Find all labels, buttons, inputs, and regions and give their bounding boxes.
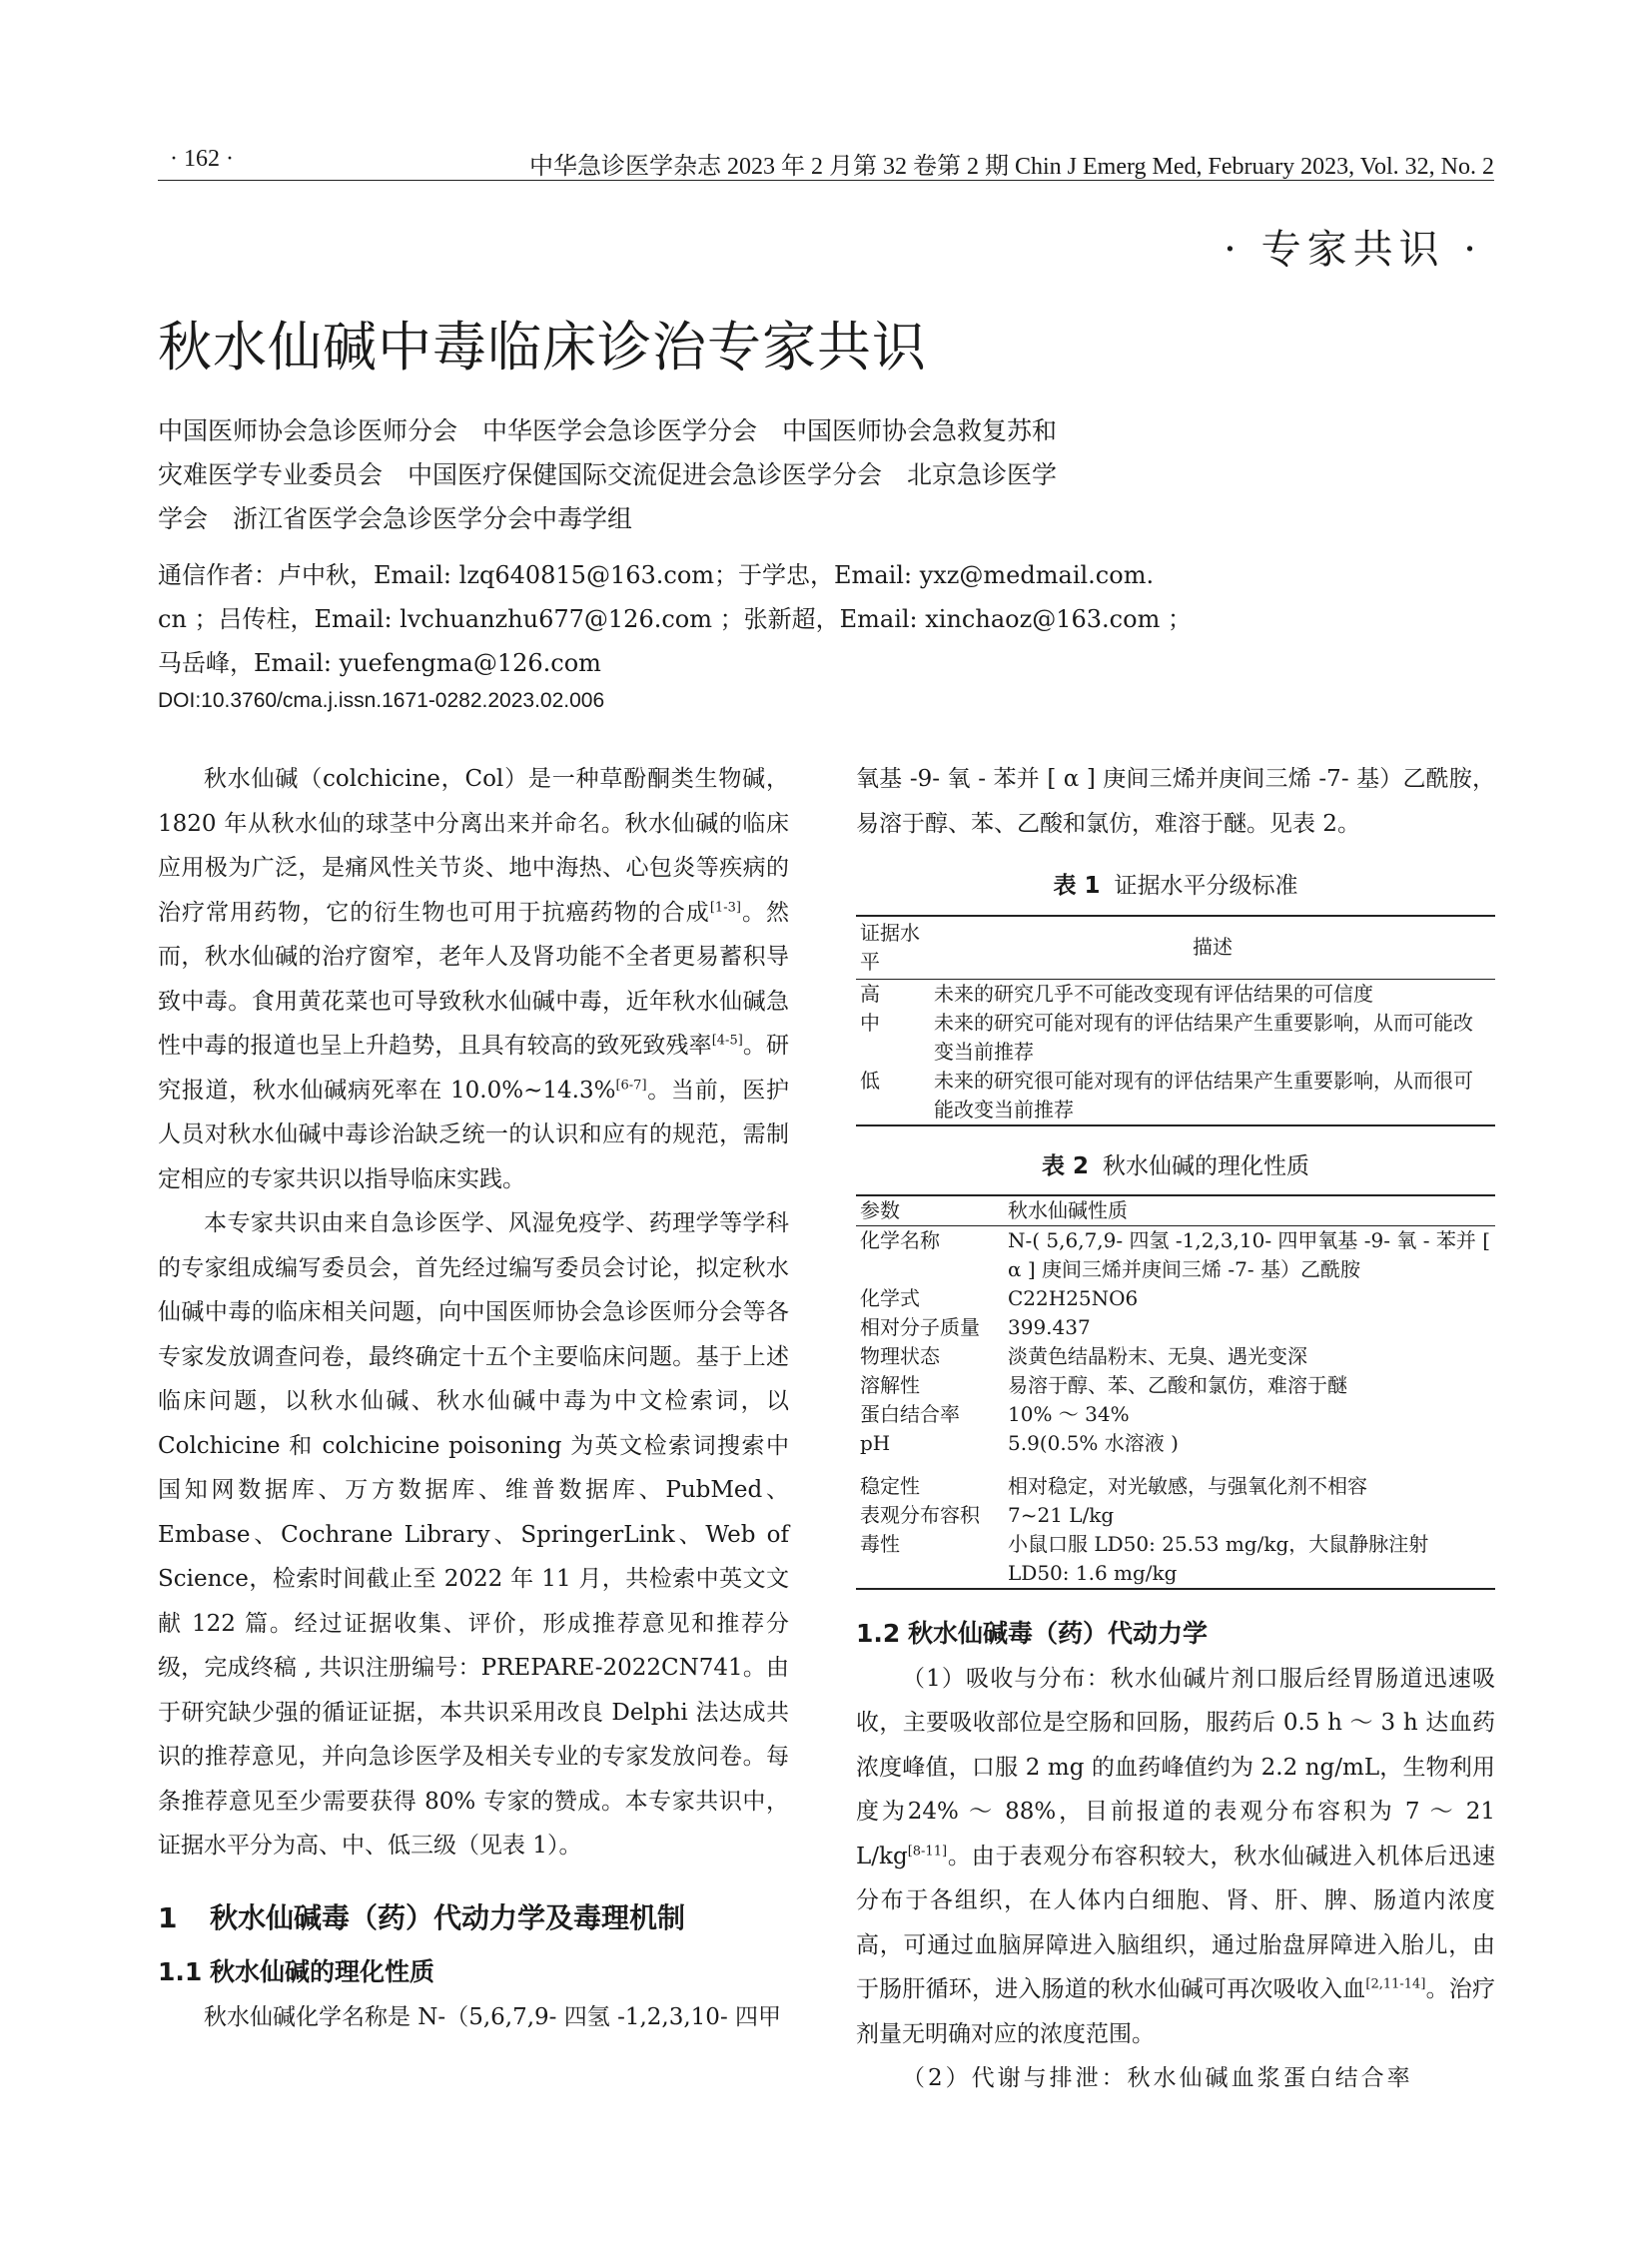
- left-column: [158, 757, 789, 2039]
- article-title: 秋水仙碱中毒临床诊治专家共识: [158, 316, 927, 378]
- right-column: [856, 757, 1495, 2101]
- table-row: 稳定性 相对稳定，对光敏感，与强氧化剂不相容: [860, 1474, 1367, 1498]
- journal-reference: 中华急诊医学杂志 2023 年 2 月第 32 卷第 2 期 Chin J Emerg Med, February 2023, Vol. 32, No. 2: [529, 154, 1494, 180]
- table-row: 物理状态 淡黄色结晶粉末、无臭、遇光变深: [860, 1344, 1307, 1368]
- paragraph: 氧基 -9- 氧 - 苯并 [ α ] 庚间三烯并庚间三烯 -7- 基）乙酰胺，易溶于醇、苯、乙酸和氯仿，难溶于醚。见表 2。: [856, 766, 1495, 837]
- table-row: 化学式 C22H25NO6: [860, 1286, 1139, 1310]
- page-number: · 162 ·: [170, 146, 234, 172]
- table-row: 溶解性 易溶于醇、苯、乙酸和氯仿，难溶于醚: [860, 1373, 1347, 1397]
- evidence-level-table: [856, 915, 1495, 1126]
- paragraph: （1）吸收与分布：秋水仙碱片剂口服后经胃肠道迅速吸收，主要吸收部位是空肠和回肠，服药后 0.5 h ～ 3 h 达血药浓度峰值，口服 2 mg 的血药峰值约为 2.2 ng/mL，生物利用度为24% ～ 88%，目前报道的表观分布容积为 7 ～ 21 L/kg[8-11]。由于表观分布容积较大，秋水仙碱进入机体后迅速分布于各组织，在人体内白细胞、肾、肝、脾、肠道内浓度高，可通过血脑屏障进入脑组织，通过胎盘屏障进入胎儿，由于肠肝循环，进入肠道的秋水仙碱可再次吸收入血[2,11-14]。治疗剂量无明确对应的浓度范围。: [856, 1665, 1496, 2047]
- table-row: 中 未来的研究可能对现有的评估结果产生重要影响，从而可能改变当前推荐: [860, 1010, 1473, 1064]
- table-header: 描述: [930, 916, 1495, 980]
- affiliation-line: 学会 浙江省医学会急诊医学分会中毒学组: [158, 504, 633, 533]
- citation: [4-5]: [711, 1033, 743, 1049]
- table-row: 蛋白结合率 10% ～ 34%: [860, 1402, 1130, 1426]
- correspondence-line: 马岳峰，Email: yuefengma@126.com: [158, 649, 601, 677]
- citation: [8-11]: [907, 1843, 948, 1859]
- subsection-heading: 1.2 秋水仙碱毒（药）代动力学: [856, 1619, 1209, 1648]
- section-heading: 1 秋水仙碱毒（药）代动力学及毒理机制: [158, 1900, 686, 1934]
- header-rule: [158, 180, 1494, 181]
- affiliation-line: 中国医师协会急诊医师分会 中华医学会急诊医学分会 中国医师协会急救复苏和: [158, 416, 1058, 445]
- table-header: 秋水仙碱性质: [1004, 1195, 1495, 1226]
- table-row: 相对分子质量 399.437: [860, 1315, 1091, 1339]
- correspondence-line: 通信作者：卢中秋，Email: lzq640815@163.com；于学忠，Email: yxz@medmail.com.: [158, 561, 1155, 589]
- doi: DOI:10.3760/cma.j.issn.1671-0282.2023.02.006: [158, 689, 605, 712]
- table-caption: 表 2 秋水仙碱的理化性质: [1041, 1152, 1309, 1179]
- citation: [1-3]: [709, 899, 741, 915]
- citation: [6-7]: [615, 1077, 647, 1093]
- table-row: 毒性 小鼠口服 LD50: 25.53 mg/kg，大鼠静脉注射 LD50: 1.6 mg/kg: [860, 1532, 1429, 1585]
- properties-table: [856, 1194, 1495, 1590]
- column-tag: · 专家共识 ·: [1224, 227, 1482, 273]
- table-row: 化学名称 N-( 5,6,7,9- 四氢 -1,2,3,10- 四甲氧基 -9- 氧 - 苯并 [ α ] 庚间三烯并庚间三烯 -7- 基）乙酰胺: [860, 1228, 1491, 1281]
- paragraph: 本专家共识由来自急诊医学、风湿免疫学、药理学等学科的专家组成编写委员会，首先经过编写委员会讨论，拟定秋水仙碱中毒的临床相关问题，向中国医师协会急诊医师分会等各专家发放调查问卷，最终确定十五个主要临床问题。基于上述临床问题，以秋水仙碱、秋水仙碱中毒为中文检索词，以 Colchicine 和 colchicine poisoning 为英文检索词搜索中国知网数据库、万方数据库、维普数据库、PubMed、Embase、Cochrane Library、SpringerLink、Web of Science，检索时间截止至 2022 年 11 月，共检索中英文文献 122 篇。经过证据收集、评价，形成推荐意见和推荐分级，完成终稿 , 共识注册编号：PREPARE-2022CN741。由于研究缺少强的循证证据，本共识采用改良 Delphi 法达成共识的推荐意见，并向急诊医学及相关专业的专家发放问卷。每条推荐意见至少需要获得 80% 专家的赞成。本专家共识中，证据水平分为高、中、低三级（见表 1）。: [158, 1210, 789, 1859]
- paragraph: （2）代谢与排泄：秋水仙碱血浆蛋白结合率: [902, 2065, 1413, 2091]
- paragraph: 秋水仙碱（colchicine，Col）是一种草酚酮类生物碱，1820 年从秋水仙的球茎中分离出来并命名。秋水仙碱的临床应用极为广泛，是痛风性关节炎、地中海热、心包炎等疾病的治疗常用药物，它的衍生物也可用于抗癌药物的合成[1-3]。然而，秋水仙碱的治疗窗窄，老年人及肾功能不全者更易蓄积导致中毒。食用黄花菜也可导致秋水仙碱中毒，近年秋水仙碱急性中毒的报道也呈上升趋势，且具有较高的致死致残率[4-5]。研究报道，秋水仙碱病死率在 10.0%~14.3%[6-7]。当前，医护人员对秋水仙碱中毒诊治缺乏统一的认识和应有的规范，需制定相应的专家共识以指导临床实践。: [158, 766, 790, 1192]
- paragraph: 秋水仙碱化学名称是 N-（5,6,7,9- 四氢 -1,2,3,10- 四甲: [204, 2003, 782, 2030]
- subsection-heading: 1.1 秋水仙碱的理化性质: [158, 1957, 435, 1986]
- affiliations: [158, 409, 1306, 541]
- affiliation-line: 灾难医学专业委员会 中国医疗保健国际交流促进会急诊医学分会 北京急诊医学: [158, 460, 1058, 489]
- correspondence: [158, 553, 1192, 685]
- table-header: 证据水平: [856, 916, 930, 980]
- table-header: 参数: [856, 1195, 1004, 1226]
- table-row: pH 5.9(0.5% 水溶液 ): [860, 1431, 1179, 1455]
- correspondence-line: cn ；吕传柱，Email: lvchuanzhu677@126.com ；张新超，Email: xinchaoz@163.com ；: [158, 605, 1192, 633]
- table-row: 高 未来的研究几乎不可能改变现有评估结果的可信度: [860, 981, 1373, 1006]
- table-row: 低 未来的研究很可能对现有的评估结果产生重要影响，从而很可能改变当前推荐: [860, 1068, 1473, 1121]
- citation: [2,11-14]: [1365, 1976, 1426, 1992]
- table-row: 表观分布容积 7~21 L/kg: [860, 1503, 1115, 1527]
- table-caption: 表 1 证据水平分级标准: [1053, 873, 1298, 899]
